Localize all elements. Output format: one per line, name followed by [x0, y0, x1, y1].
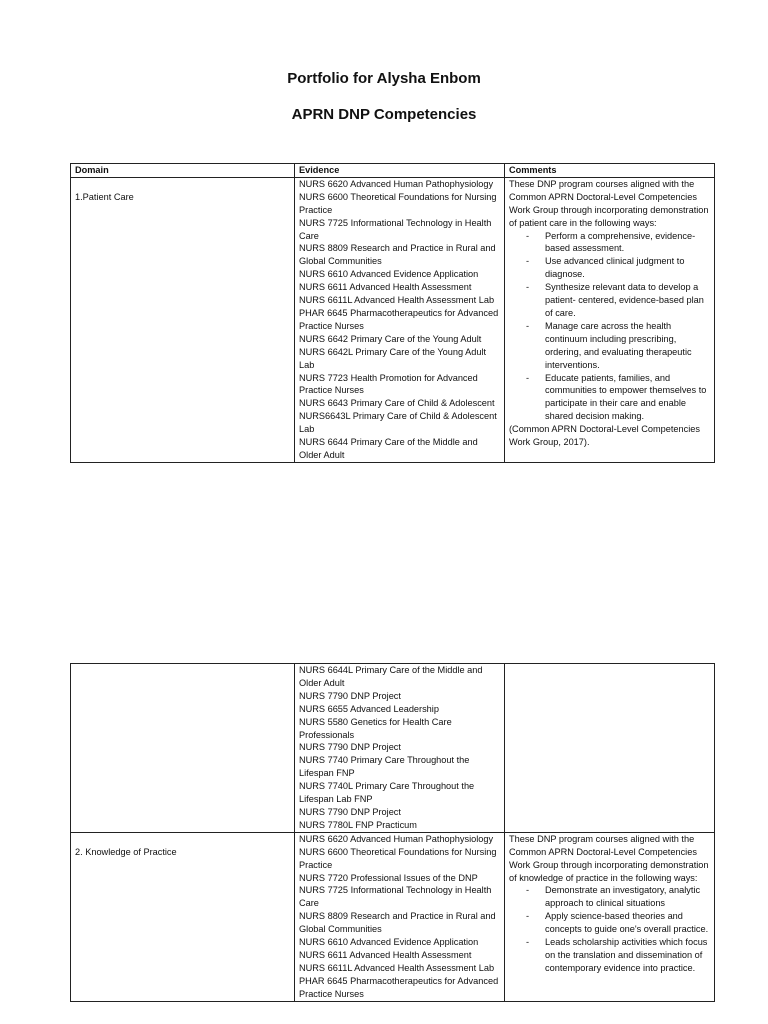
- evidence-cell: [295, 664, 505, 833]
- evidence-course: NURS 6600 Theoretical Foundations for Nursing Practice: [299, 191, 497, 215]
- evidence-course: NURS 6644L Primary Care of the Middle and Older Adult: [299, 665, 483, 688]
- evidence-course: NURS 7740L Primary Care Throughout the Lifespan Lab FNP: [299, 781, 475, 805]
- evidence-course: NURS 6655 Advanced Leadership: [299, 703, 439, 714]
- evidence-course: NURS 7780L FNP Practicum: [299, 819, 417, 830]
- evidence-course: NURS 6620 Advanced Human Pathophysiology: [299, 833, 494, 844]
- evidence-course: NURS 7723 Health Promotion for Advanced Practice Nurses: [299, 372, 478, 396]
- evidence-course: NURS 7790 DNP Project: [299, 690, 401, 701]
- domain-cell: [71, 177, 295, 462]
- evidence-course: PHAR 6645 Pharmacotherapeutics for Advanced Practice Nurses: [299, 975, 499, 999]
- evidence-course: NURS 7790 DNP Project: [299, 806, 401, 817]
- table-header-row: [71, 164, 715, 178]
- evidence-course: NURS 6642 Primary Care of the Young Adult: [299, 333, 482, 344]
- competencies-table-page1: [70, 163, 715, 463]
- evidence-course: NURS 6610 Advanced Evidence Application: [299, 937, 479, 948]
- evidence-course: NURS6643L Primary Care of Child & Adolescent Lab: [299, 411, 497, 435]
- comments-bullet-list: [509, 230, 711, 424]
- evidence-course: NURS 6611L Advanced Health Assessment Lab: [299, 962, 495, 973]
- header-evidence: Evidence: [295, 164, 505, 178]
- header-comments: Comments: [505, 164, 715, 178]
- evidence-course: NURS 6611L Advanced Health Assessment Lab: [299, 295, 495, 306]
- comments-bullet: - Synthesize relevant data to develop a patient- centered, evidence-based plan of care.: [523, 281, 711, 320]
- evidence-course: NURS 6600 Theoretical Foundations for Nursing Practice: [299, 846, 497, 870]
- competencies-table-page2: [70, 663, 715, 1002]
- comments-cell: [505, 832, 715, 1001]
- domain-cell: [71, 832, 295, 1001]
- table-row: [71, 664, 715, 833]
- comments-cell: [505, 177, 715, 462]
- evidence-course: NURS 8809 Research and Practice in Rural and Global Communities: [299, 243, 496, 267]
- evidence-course: PHAR 6645 Pharmacotherapeutics for Advanced Practice Nurses: [299, 307, 499, 331]
- evidence-course: NURS 7720 Professional Issues of the DNP: [299, 872, 478, 883]
- comments-cell: [505, 664, 715, 833]
- document-subtitle: APRN DNP Competencies: [291, 106, 477, 123]
- comments-citation: (Common APRN Doctoral-Level Competencies Work Group, 2017).: [509, 424, 700, 448]
- evidence-course: NURS 7725 Informational Technology in Health Care: [299, 217, 492, 241]
- comments-bullet: - Use advanced clinical judgment to diagnose.: [523, 255, 711, 281]
- comments-bullet: - Leads scholarship activities which focus on the translation and dissemination of contemporary evidence into practice.: [523, 936, 711, 975]
- evidence-cell: [295, 832, 505, 1001]
- evidence-course: NURS 6642L Primary Care of the Young Adult Lab: [299, 346, 487, 370]
- comments-bullet: - Manage care across the health continuum including prescribing, ordering, and evaluating therapeutic interventions.: [523, 320, 711, 372]
- comments-bullet: - Perform a comprehensive, evidence-based assessment.: [523, 230, 711, 256]
- evidence-course: NURS 6620 Advanced Human Pathophysiology: [299, 178, 494, 189]
- domain-label: 1.Patient Care: [75, 191, 134, 202]
- evidence-course: NURS 6644 Primary Care of the Middle and Older Adult: [299, 437, 478, 460]
- evidence-course: NURS 6643 Primary Care of Child & Adolescent: [299, 398, 495, 409]
- evidence-course: NURS 6611 Advanced Health Assessment: [299, 949, 472, 960]
- domain-label: [75, 664, 291, 677]
- evidence-course: NURS 7740 Primary Care Throughout the Lifespan FNP: [299, 755, 470, 779]
- evidence-cell: [295, 177, 505, 462]
- domain-label: 2. Knowledge of Practice: [75, 846, 177, 857]
- document-title: Portfolio for Alysha Enbom: [287, 70, 481, 87]
- evidence-course: NURS 6611 Advanced Health Assessment: [299, 282, 472, 293]
- evidence-course: NURS 7790 DNP Project: [299, 742, 401, 753]
- evidence-course: NURS 7725 Informational Technology in Health Care: [299, 885, 492, 909]
- comments-bullet-list: [509, 884, 711, 974]
- evidence-course: NURS 6610 Advanced Evidence Application: [299, 269, 479, 280]
- comments-intro: These DNP program courses aligned with the Common APRN Doctoral-Level Competencies Work Group through incorporating demonstration of patient care in the following ways:: [509, 178, 709, 228]
- evidence-course: NURS 5580 Genetics for Health Care Professionals: [299, 716, 452, 740]
- header-domain: Domain: [71, 164, 295, 178]
- evidence-course: NURS 8809 Research and Practice in Rural and Global Communities: [299, 911, 496, 935]
- table-row: [71, 832, 715, 1001]
- comments-bullet: - Demonstrate an investigatory, analytic approach to clinical situations: [523, 884, 711, 910]
- comments-bullet: - Apply science-based theories and concepts to guide one's overall practice.: [523, 910, 711, 936]
- comments-intro: These DNP program courses aligned with the Common APRN Doctoral-Level Competencies Work Group through incorporating demonstration of knowledge of practice in the following ways:: [509, 833, 709, 883]
- domain-cell: [71, 664, 295, 833]
- table-row: [71, 177, 715, 462]
- comments-bullet: - Educate patients, families, and communities to empower themselves to participate in their care and enable shared decision making.: [523, 372, 711, 424]
